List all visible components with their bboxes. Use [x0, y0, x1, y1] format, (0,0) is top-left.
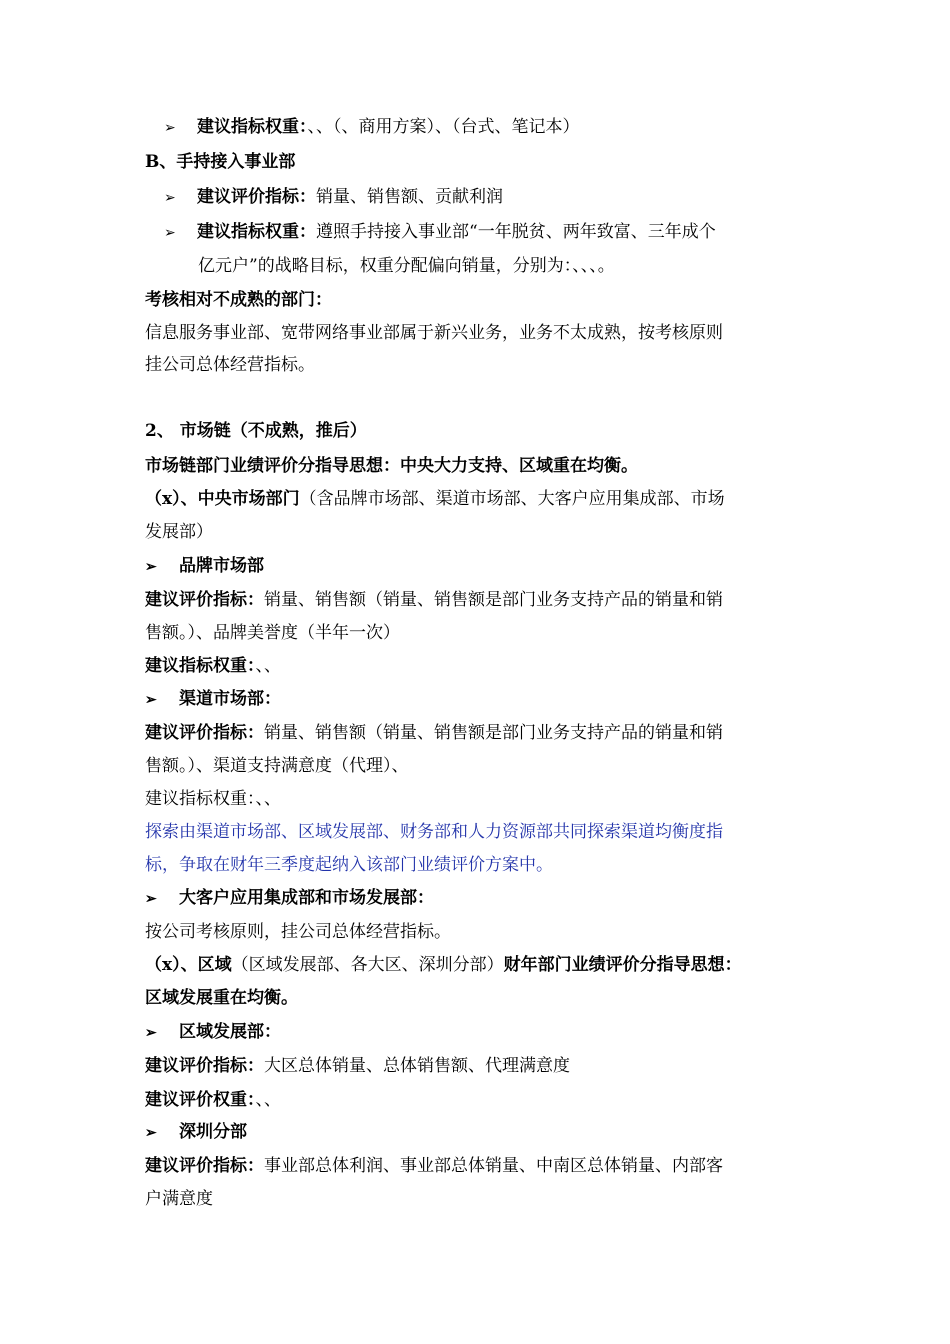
text-line: 挂公司总体经营指标。 [145, 355, 315, 375]
text-line: 区域发展重在均衡。 [145, 988, 298, 1008]
bullet-region-dev: ➢ 区域发展部： [145, 1022, 281, 1042]
arrow-bullet-icon: ➢ [145, 1025, 157, 1041]
weight-line: 建议指标权重：、、 [145, 656, 281, 676]
bullet-shenzhen: ➢ 深圳分部 [145, 1122, 247, 1142]
indicator-line: 建议评价指标：大区总体销量、总体销售额、代理满意度 [145, 1056, 570, 1076]
bullet-line-weight: ➢ 建议指标权重：、、（、商用方案）、（台式、笔记本） [164, 117, 580, 137]
bullet-key-account: ➢ 大客户应用集成部和市场发展部： [145, 888, 434, 908]
arrow-bullet-icon: ➢ [164, 225, 176, 241]
text-line: 建议指标权重：、、 [145, 789, 281, 809]
arrow-bullet-icon: ➢ [164, 120, 176, 136]
bullet-channel-market: ➢ 渠道市场部： [145, 689, 281, 709]
arrow-bullet-icon: ➢ [145, 692, 157, 708]
arrow-bullet-icon: ➢ [145, 1125, 157, 1141]
subsection-central-market: （x）、中央市场部门（含品牌市场部、渠道市场部、大客户应用集成部、市场 [145, 489, 725, 509]
highlight-text-line: 探索由渠道市场部、区域发展部、财务部和人力资源部共同探索渠道均衡度指 [145, 822, 723, 842]
text-line: 户满意度 [145, 1189, 213, 1209]
subsection-region: （x）、区域（区域发展部、各大区、深圳分部）财年部门业绩评价分指导思想： [145, 955, 742, 975]
text-line: 按公司考核原则，挂公司总体经营指标。 [145, 922, 451, 942]
bullet-brand-market: ➢ 品牌市场部 [145, 556, 264, 576]
text-line: 售额。）、渠道支持满意度（代理）、 [145, 756, 409, 776]
indicator-line: 建议评价指标：销量、销售额（销量、销售额是部门业务支持产品的销量和销 [145, 590, 723, 610]
text-line: 信息服务事业部、宽带网络事业部属于新兴业务，业务不太成熟，按考核原则 [145, 323, 723, 343]
section-heading-handheld: B、手持接入事业部 [145, 152, 296, 172]
arrow-bullet-icon: ➢ [145, 891, 157, 907]
weight-line: 建议评价权重：、、 [145, 1090, 281, 1110]
arrow-bullet-icon: ➢ [164, 190, 176, 206]
bullet-line-weight-handheld: ➢ 建议指标权重：遵照手持接入事业部“一年脱贫、两年致富、三年成个 [164, 222, 716, 242]
heading-immature-departments: 考核相对不成熟的部门： [145, 290, 332, 310]
heading-guiding-idea: 市场链部门业绩评价分指导思想：中央大力支持、区域重在均衡。 [145, 456, 638, 476]
arrow-bullet-icon: ➢ [145, 559, 157, 575]
section-heading-market-chain: 2、 市场链（不成熟，推后） [145, 421, 367, 441]
text-line: 亿元户”的战略目标，权重分配偏向销量，分别为：、、、。 [198, 256, 615, 276]
indicator-line: 建议评价指标：事业部总体利润、事业部总体销量、中南区总体销量、内部客 [145, 1156, 723, 1176]
indicator-line: 建议评价指标：销量、销售额（销量、销售额是部门业务支持产品的销量和销 [145, 723, 723, 743]
bullet-line-indicator: ➢ 建议评价指标：销量、销售额、贡献利润 [164, 187, 503, 207]
highlight-text-line: 标，争取在财年三季度起纳入该部门业绩评价方案中。 [145, 855, 553, 875]
text-line: 发展部） [145, 522, 213, 542]
text-line: 售额。）、品牌美誉度（半年一次） [145, 623, 400, 643]
